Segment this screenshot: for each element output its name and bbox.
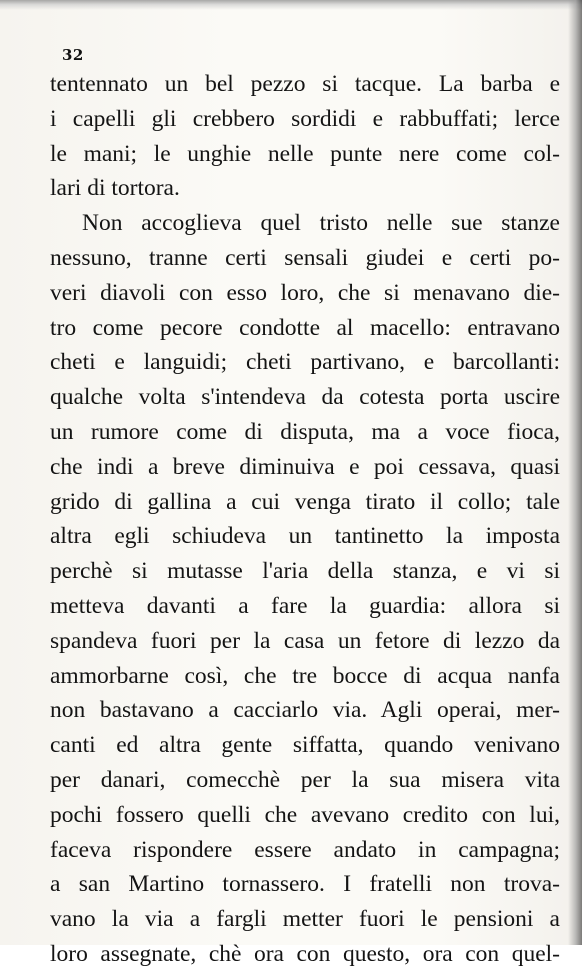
text-line: loro assegnate, chè ora con questo, ora con quel-: [50, 940, 560, 967]
text-line: grido di gallina a cui venga tirato il collo; tale: [50, 488, 560, 515]
text-line: Non accoglieva quel tristo nelle sue stanze: [82, 210, 560, 237]
text-line: perchè si mutasse l'aria della stanza, e vi si: [50, 558, 560, 585]
text-line: un rumore come di disputa, ma a voce fioca,: [50, 418, 560, 445]
text-line: cheti e languidi; cheti partivano, e barcollanti:: [50, 349, 560, 376]
text-line: spandeva fuori per la casa un fetore di lezzo da: [50, 627, 560, 654]
body-text: [50, 67, 560, 972]
text-line: le mani; le unghie nelle punte nere come col-: [50, 140, 560, 167]
text-line: tro come pecore condotte al macello: entravano: [50, 314, 560, 341]
paragraph-1: [50, 67, 560, 206]
text-line: altra egli schiudeva un tantinetto la imposta: [50, 523, 560, 550]
text-line: per danari, comecchè per la sua misera vita: [50, 766, 560, 793]
text-line: vano la via a fargli metter fuori le pensioni a: [50, 906, 560, 933]
page-spine-shadow: [568, 0, 582, 945]
text-line: canti ed altra gente siffatta, quando venivano: [50, 732, 560, 759]
paragraph-2: [50, 206, 560, 972]
text-line: veri diavoli con esso loro, che si menavano die-: [50, 279, 560, 306]
text-line: a san Martino tornassero. I fratelli non trova-: [50, 871, 560, 898]
text-line: non bastavano a cacciarlo via. Agli operai, mer-: [50, 697, 560, 724]
text-line: lari di tortora.: [50, 175, 180, 202]
text-line: pochi fossero quelli che avevano credito con lui,: [50, 801, 560, 828]
page-number: 32: [62, 46, 84, 64]
text-line: tentennato un bel pezzo si tacque. La barba e: [50, 71, 560, 97]
text-line: nessuno, tranne certi sensali giudei e certi po-: [50, 244, 560, 271]
text-line: faceva rispondere essere andato in campagna;: [50, 836, 560, 863]
text-line: metteva davanti a fare la guardia: allora si: [50, 592, 560, 619]
page-top-edge-shadow: [0, 0, 582, 10]
text-line: i capelli gli crebbero sordidi e rabbuffati; lerce: [50, 105, 560, 132]
text-line: qualche volta s'intendeva da cotesta porta uscire: [50, 384, 560, 411]
text-line: che indi a breve diminuiva e poi cessava, quasi: [50, 453, 560, 480]
text-line: ammorbarne così, che tre bocce di acqua nanfa: [50, 662, 560, 689]
